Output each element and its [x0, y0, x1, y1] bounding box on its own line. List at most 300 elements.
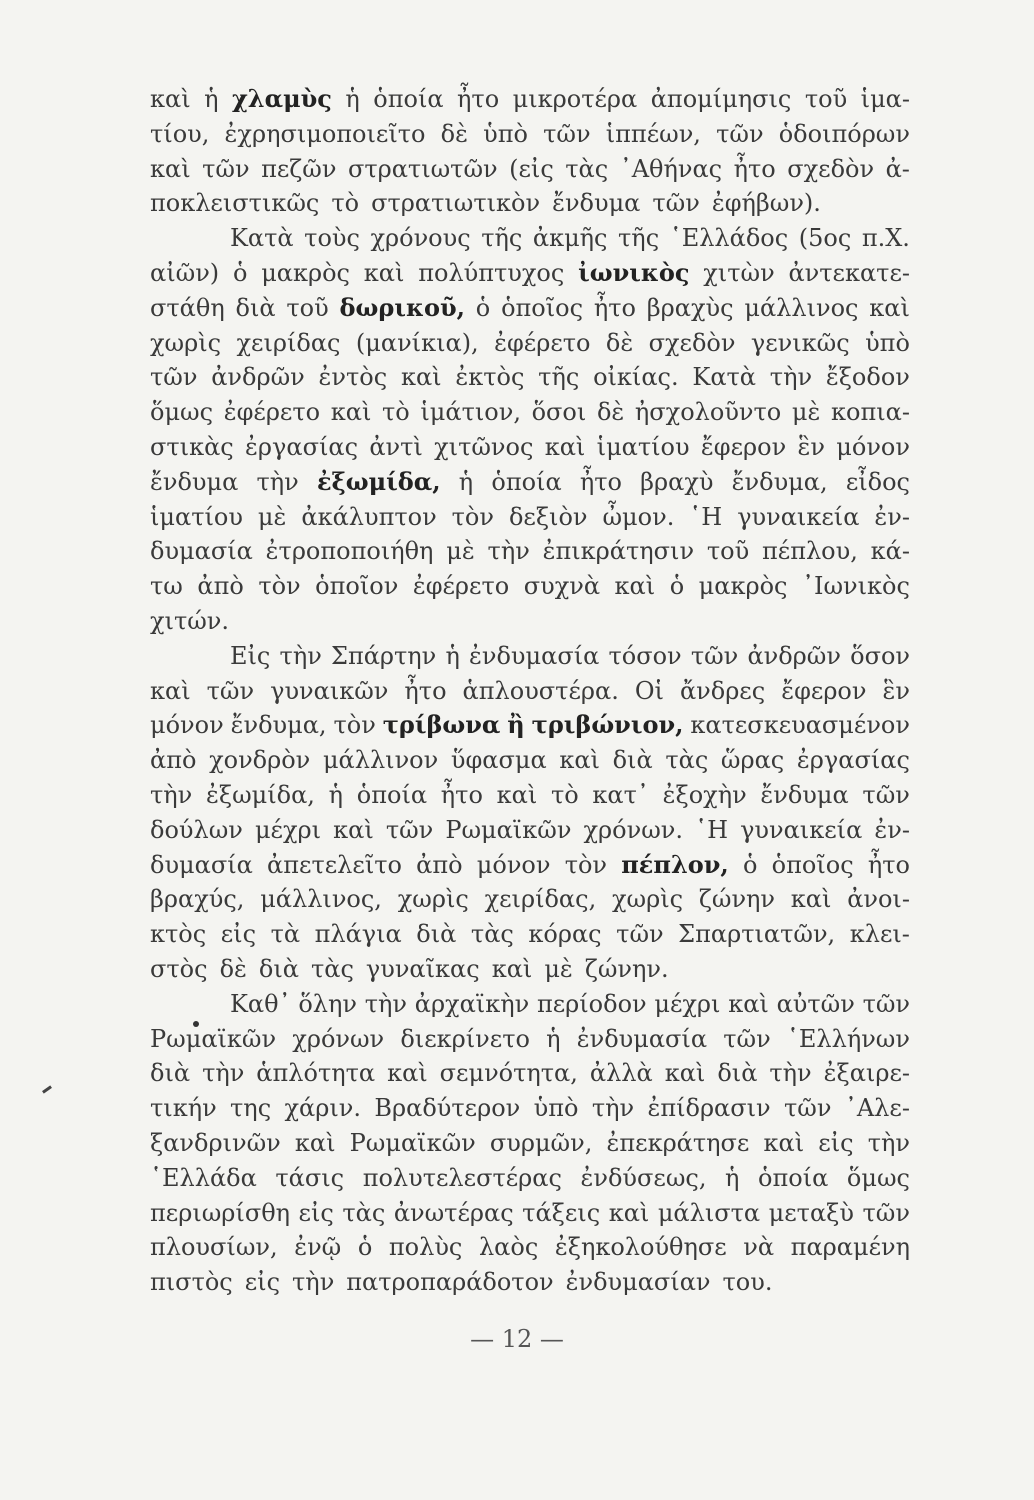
word: γυναικῶν [270, 676, 389, 705]
word: ἦτο [457, 85, 500, 113]
word: τῶν [652, 189, 700, 218]
word: ἀπομίμησις [650, 85, 792, 113]
word: ὑπὸ [865, 328, 910, 357]
word: διεκρίνετο [400, 1024, 530, 1053]
word: τῶν [862, 989, 910, 1018]
word: ἓν [797, 432, 825, 461]
word: χρόνων [292, 1024, 385, 1053]
word: ἱμάτιον, [420, 398, 521, 427]
word: ἀνδρῶν [747, 641, 841, 670]
text-line [150, 465, 910, 500]
word: π.Χ. [861, 224, 910, 253]
word: χιτῶνος [434, 432, 534, 461]
word: ἀκάλυπτον [301, 502, 437, 531]
word: Σπαρτιατῶν, [678, 920, 836, 949]
word: τῶν [723, 1024, 771, 1053]
word: τῶν [150, 363, 198, 392]
word: τὸν [564, 850, 608, 879]
word: γυναικεία [737, 502, 860, 531]
word: διὰ [416, 920, 457, 949]
word: μὲ [257, 502, 287, 531]
word: χιτὼν [703, 258, 775, 287]
word: ὑπὸ [483, 119, 528, 148]
word: ἐπεκράτησε [606, 1128, 750, 1157]
word: ἡ [345, 85, 360, 113]
word: τίου, [150, 119, 210, 148]
word: ὕφασμα [450, 746, 547, 775]
word: καὶ [608, 1198, 650, 1227]
word: τῶν [385, 815, 434, 844]
word: ἐτροποποιήθη [265, 537, 434, 566]
text-line [150, 395, 910, 430]
word: τῶν [862, 780, 910, 809]
word: ὁ [232, 258, 248, 287]
word: καὶ [330, 398, 372, 427]
word: βραχύς, [150, 885, 245, 914]
word: τῆς [481, 224, 523, 253]
word: καὶ [400, 363, 442, 392]
word: καὶ [150, 154, 191, 183]
word: ᾿Ιωνικὸς [801, 572, 910, 601]
word: μόνον [150, 711, 224, 740]
word: Βραδύτερον [374, 1094, 521, 1123]
word: ἐνδυμασία [576, 1024, 708, 1053]
text-line [150, 186, 910, 221]
word: τὴν [769, 363, 813, 392]
word: συρμῶν, [489, 1128, 593, 1157]
word: ποκλειστικῶς [150, 189, 320, 218]
word: καὶ [614, 572, 656, 601]
word: πέπλου, [761, 537, 858, 566]
text-line [150, 534, 910, 569]
word: κά- [870, 537, 910, 566]
text-line [150, 882, 910, 917]
word: νὰ [743, 1233, 775, 1262]
word: ἐφέρετο [412, 572, 510, 601]
word: καὶ [387, 1059, 428, 1088]
text-line [150, 708, 910, 743]
word: καὶ [150, 85, 191, 113]
word: ἐπίδρασιν [647, 1094, 771, 1123]
word: μακρὸς [261, 258, 350, 287]
word: τὴν [591, 1094, 635, 1123]
text-line [150, 256, 910, 291]
word: δυμασία [150, 537, 253, 566]
text-line [150, 1196, 910, 1231]
text-line [150, 1056, 910, 1091]
word: ἡ [725, 1163, 740, 1192]
text-line [150, 674, 910, 709]
word: μεταξὺ [768, 1198, 854, 1227]
paragraph [150, 987, 910, 1300]
word: ἐξοχὴν [662, 780, 747, 809]
word: τῶν [690, 641, 739, 670]
text-line [150, 152, 910, 187]
word: τὸν [333, 711, 376, 740]
word: αἰῶν) [150, 258, 220, 287]
word: καὶ [294, 1128, 336, 1157]
word: ἐφέρετο [494, 328, 591, 357]
word: καὶ [491, 954, 533, 983]
word: τάξεις [522, 1198, 601, 1227]
word: ἀπετελεῖτο [267, 850, 402, 879]
word: ῾Η [695, 815, 728, 844]
word: τὴν [150, 780, 193, 809]
word: παραμένη [790, 1233, 910, 1262]
word: ὅσοι [531, 398, 587, 427]
word: (εἰς [509, 154, 554, 183]
word: δούλων [150, 815, 243, 844]
word: ὁδοιπόρων [778, 119, 910, 148]
word: ὁποία [373, 85, 444, 113]
word: ἔνδυμα [760, 780, 849, 809]
word: τὸν [258, 572, 301, 601]
word: καὶ [496, 780, 538, 809]
text-line [150, 1022, 910, 1057]
word: τικήν [150, 1094, 217, 1123]
word: ἀπὸ [416, 850, 463, 879]
text-line [150, 813, 910, 848]
word: τὰς [342, 1198, 386, 1227]
word: εἰς [298, 1198, 334, 1227]
word: ἐνδύσεως, [580, 1163, 707, 1192]
word: τῶν [716, 119, 764, 148]
word: τῆς [618, 224, 660, 253]
word: σχεδὸν [787, 154, 875, 183]
word: ὅλην [298, 989, 357, 1018]
bold-term: ἰωνικὸς [578, 257, 690, 287]
word: κόρας [528, 920, 602, 949]
word: ἐντὸς [318, 363, 388, 392]
word: χιτών. [150, 606, 230, 635]
word: καὶ [728, 989, 769, 1018]
word: χωρὶς [397, 885, 469, 914]
word: δὲ [440, 119, 468, 148]
word: τὰς [565, 154, 609, 183]
word: ἐξηκολούθησε [554, 1233, 727, 1262]
word: ἦτο [579, 467, 622, 496]
word: ἐξωμίδα, [205, 780, 315, 809]
word: ἦτο [867, 850, 910, 879]
text-line [150, 569, 910, 604]
word: Ρωμαϊκῶν [349, 1128, 476, 1157]
word: ἐξαιρε- [823, 1059, 910, 1088]
word: ῾Ελλήνων [786, 1024, 910, 1053]
word: τὸ [550, 780, 579, 809]
word: τῶν [202, 154, 250, 183]
word: ἠσχολοῦντο [634, 398, 782, 427]
text-line [150, 291, 910, 326]
word: ἀπὸ [150, 746, 197, 775]
word: καὶ [150, 676, 191, 705]
word: Καθ᾿ [230, 989, 291, 1018]
page-number: — 12 — [470, 1325, 564, 1353]
word: μάλλινος, [260, 885, 382, 914]
word: ὁ [743, 850, 758, 879]
word: αὐτῶν [776, 989, 855, 1018]
word: μόνον [476, 850, 551, 879]
word: μικροτέρα [512, 85, 638, 113]
word: τὸ [331, 189, 360, 218]
word: ὁποῖον [315, 572, 399, 601]
word: ἡ [546, 1024, 561, 1053]
word: ἦτο [733, 154, 776, 183]
word: ἀντεκατε- [788, 258, 910, 287]
word: ὑπὸ [533, 1094, 579, 1123]
word: ἄνδρες [679, 676, 766, 705]
word: του. [722, 1268, 773, 1297]
word: ἔφερον [700, 432, 787, 461]
paragraph [150, 82, 910, 221]
word: ἁπλουστέρα. [462, 676, 619, 705]
word: ἦτο [404, 676, 447, 705]
paragraph [150, 639, 910, 987]
text-line [150, 778, 910, 813]
word: ἱππέων, [605, 119, 701, 148]
word: βραχὺ [640, 467, 714, 496]
word: χρόνους [370, 224, 471, 253]
scan-speck [42, 1085, 52, 1093]
word: καὶ [790, 885, 832, 914]
word: ἐνῷ [294, 1233, 342, 1262]
word: ἔνδυμα [150, 467, 239, 496]
word: ἐνδυμασία [469, 641, 600, 670]
word: πατροπαράδοτον [346, 1268, 554, 1297]
word: ἐκτὸς [455, 363, 525, 392]
word: τῶν [862, 1198, 910, 1227]
word: ἦτο [593, 293, 636, 322]
bold-term: ἐξωμίδα, [316, 466, 441, 496]
text-line [150, 1091, 910, 1126]
text-line [150, 117, 910, 152]
word: ἀνωτέρας [393, 1198, 514, 1227]
word: ὁποία [758, 1163, 829, 1192]
word: χειρίδας [236, 328, 341, 357]
word: διὰ [235, 293, 276, 322]
text-line [150, 430, 910, 465]
word: ὁποῖος [501, 293, 584, 322]
word: διὰ [258, 954, 299, 983]
word: τὰς [665, 746, 709, 775]
text-line [150, 1161, 910, 1196]
word: τοῦ [286, 293, 329, 322]
word: τῶν [616, 920, 664, 949]
word: πλάγια [314, 920, 402, 949]
word: ἀνοι- [847, 885, 910, 914]
word: πολὺς [388, 1233, 463, 1262]
word: Κατὰ [230, 224, 294, 253]
word: Σπάρτην [330, 641, 437, 670]
word: τάσις [275, 1163, 345, 1192]
word: ἐπικράτησιν [542, 537, 695, 566]
word: ἱματίου [596, 432, 690, 461]
word: κτὸς [150, 920, 207, 949]
bold-term: τριβώνιον, [531, 710, 684, 740]
word: ἡ [445, 641, 460, 670]
word: μάλλινος [744, 293, 859, 322]
word: δεξιὸν [508, 502, 588, 531]
word: στρατιωτικὸν [371, 189, 541, 218]
word: ζώνην [698, 885, 775, 914]
text-line [150, 221, 910, 256]
word: δὲ [605, 328, 634, 357]
word: διὰ [612, 746, 653, 775]
word: ζώνην. [584, 954, 669, 983]
word: πολυτελεστέρας [362, 1163, 562, 1192]
word: τὴν [279, 641, 322, 670]
word: ἔνδυμα [552, 189, 641, 218]
word: στικὰς [150, 432, 234, 461]
word: ᾿Αθήνας [619, 154, 723, 183]
page-body [150, 82, 910, 1300]
word: ὦμον. [602, 502, 675, 531]
word: χρόνων. [583, 815, 683, 844]
word: δὲ [219, 954, 247, 983]
word: τὴν [867, 1128, 910, 1157]
word: Ρωμαϊκῶν [445, 815, 572, 844]
text-line [150, 1230, 910, 1265]
word: ἐνδυμασίαν [565, 1268, 711, 1297]
word: ὁποῖος [771, 850, 854, 879]
text-line [150, 639, 910, 674]
word: ἀντὶ [369, 432, 423, 461]
word: κατεσκευασμένον [690, 711, 910, 740]
word: μέχρι [254, 815, 322, 844]
word: ὁ [669, 572, 685, 601]
word: σεμνότητα, [439, 1059, 578, 1088]
word: ῾Ελλάδος [669, 224, 789, 253]
word: τὴν [769, 1059, 812, 1088]
bold-term: δωρικοῦ, [339, 292, 465, 322]
word: ἔνδυμα, [230, 711, 327, 740]
word: περίοδον [536, 989, 647, 1018]
word: μὲ [544, 954, 573, 983]
text-line [150, 743, 910, 778]
word: κατ᾿ [592, 780, 649, 809]
word: εἰς [818, 1128, 854, 1157]
word: πλουσίων, [150, 1233, 278, 1262]
word: ὅσον [850, 641, 910, 670]
word: πολύπτυχος [418, 258, 565, 287]
word: καὶ [333, 815, 374, 844]
word: τὸν [451, 502, 494, 531]
text-line [150, 604, 910, 639]
word: τὴν [292, 1268, 335, 1297]
word: ὁ [357, 1233, 373, 1262]
bold-term: τρίβωνα [382, 710, 501, 740]
word: Εἰς [230, 641, 271, 670]
word: ἁπλότητα [256, 1059, 376, 1088]
word: σχεδὸν [648, 328, 736, 357]
word: ἔφερον [781, 676, 867, 705]
text-line [150, 326, 910, 361]
text-line [150, 952, 910, 987]
word: ἦτο [440, 780, 483, 809]
word: χάριν. [284, 1094, 362, 1123]
word: ἀ- [885, 154, 910, 183]
word: διὰ [150, 1059, 191, 1088]
word: οἰκίας. [593, 363, 679, 392]
word: τὴν [487, 537, 530, 566]
word: τὰς [470, 920, 514, 949]
word: τῶν [206, 676, 255, 705]
word: ἐν- [874, 815, 910, 844]
word: τὴν [364, 989, 407, 1018]
word: τῶν [784, 1094, 832, 1123]
word: Οἱ [634, 676, 664, 705]
word: καὶ [559, 746, 600, 775]
word: καὶ [763, 1128, 805, 1157]
word: μὲ [446, 537, 475, 566]
text-line [150, 360, 910, 395]
word: τοῦ [706, 537, 750, 566]
word: κοπια- [831, 398, 910, 427]
word: καὶ [544, 432, 586, 461]
word: ὁ [475, 293, 491, 322]
bold-term: χλαμὺς [231, 84, 332, 113]
text-line [150, 500, 910, 535]
word: ᾿Αλε- [844, 1094, 910, 1123]
word: Κατὰ [692, 363, 757, 392]
word: γυναῖκας [365, 954, 480, 983]
word: ἐφήβων). [711, 189, 821, 218]
paragraph [150, 221, 910, 639]
word: ῾Η [689, 502, 723, 531]
word: ὅμως [150, 398, 214, 427]
word: (5ος [798, 224, 852, 253]
word: μάλιστα [657, 1198, 761, 1227]
word: ἐχρησιμοποιεῖτο [224, 119, 426, 148]
word: ἐργασίας [796, 746, 910, 775]
word: τῶν [543, 119, 591, 148]
text-line [150, 987, 910, 1022]
word: γενικῶς [750, 328, 850, 357]
word: ἡ [204, 85, 219, 113]
word: περιωρίσθη [150, 1198, 291, 1227]
word: χειρίδας, [484, 885, 597, 914]
word: στὸς [150, 954, 208, 983]
word: τοὺς [304, 224, 360, 253]
word: εἰς [244, 1268, 281, 1297]
word: μὲ [791, 398, 821, 427]
word: ἡ [328, 780, 344, 809]
word: ἱμα- [860, 85, 910, 113]
word: εἰς [220, 920, 257, 949]
word: τῆς [538, 363, 580, 392]
word: ἀρχαϊκὴν [414, 989, 530, 1018]
word: μάλλινον [322, 746, 439, 775]
word: συχνὰ [523, 572, 601, 601]
word: ὥρας [720, 746, 785, 775]
bold-term: πέπλον, [621, 849, 729, 879]
word: δυμασία [150, 850, 253, 879]
word: καὶ [664, 1059, 706, 1088]
word: ὅμως [846, 1163, 910, 1192]
word: καὶ [363, 258, 405, 287]
word: κλει- [849, 920, 910, 949]
word: ὁποία [491, 467, 562, 496]
word: ἐν- [874, 502, 910, 531]
word: της [230, 1094, 272, 1123]
word: ἓν [882, 676, 910, 705]
word: λαὸς [478, 1233, 539, 1262]
word: μέχρι [654, 989, 721, 1018]
word: τὰ [270, 920, 301, 949]
word: διὰ [717, 1059, 758, 1088]
word: ἀνδρῶν [211, 363, 305, 392]
word: χονδρὸν [209, 746, 311, 775]
word: ἡ [458, 467, 474, 496]
